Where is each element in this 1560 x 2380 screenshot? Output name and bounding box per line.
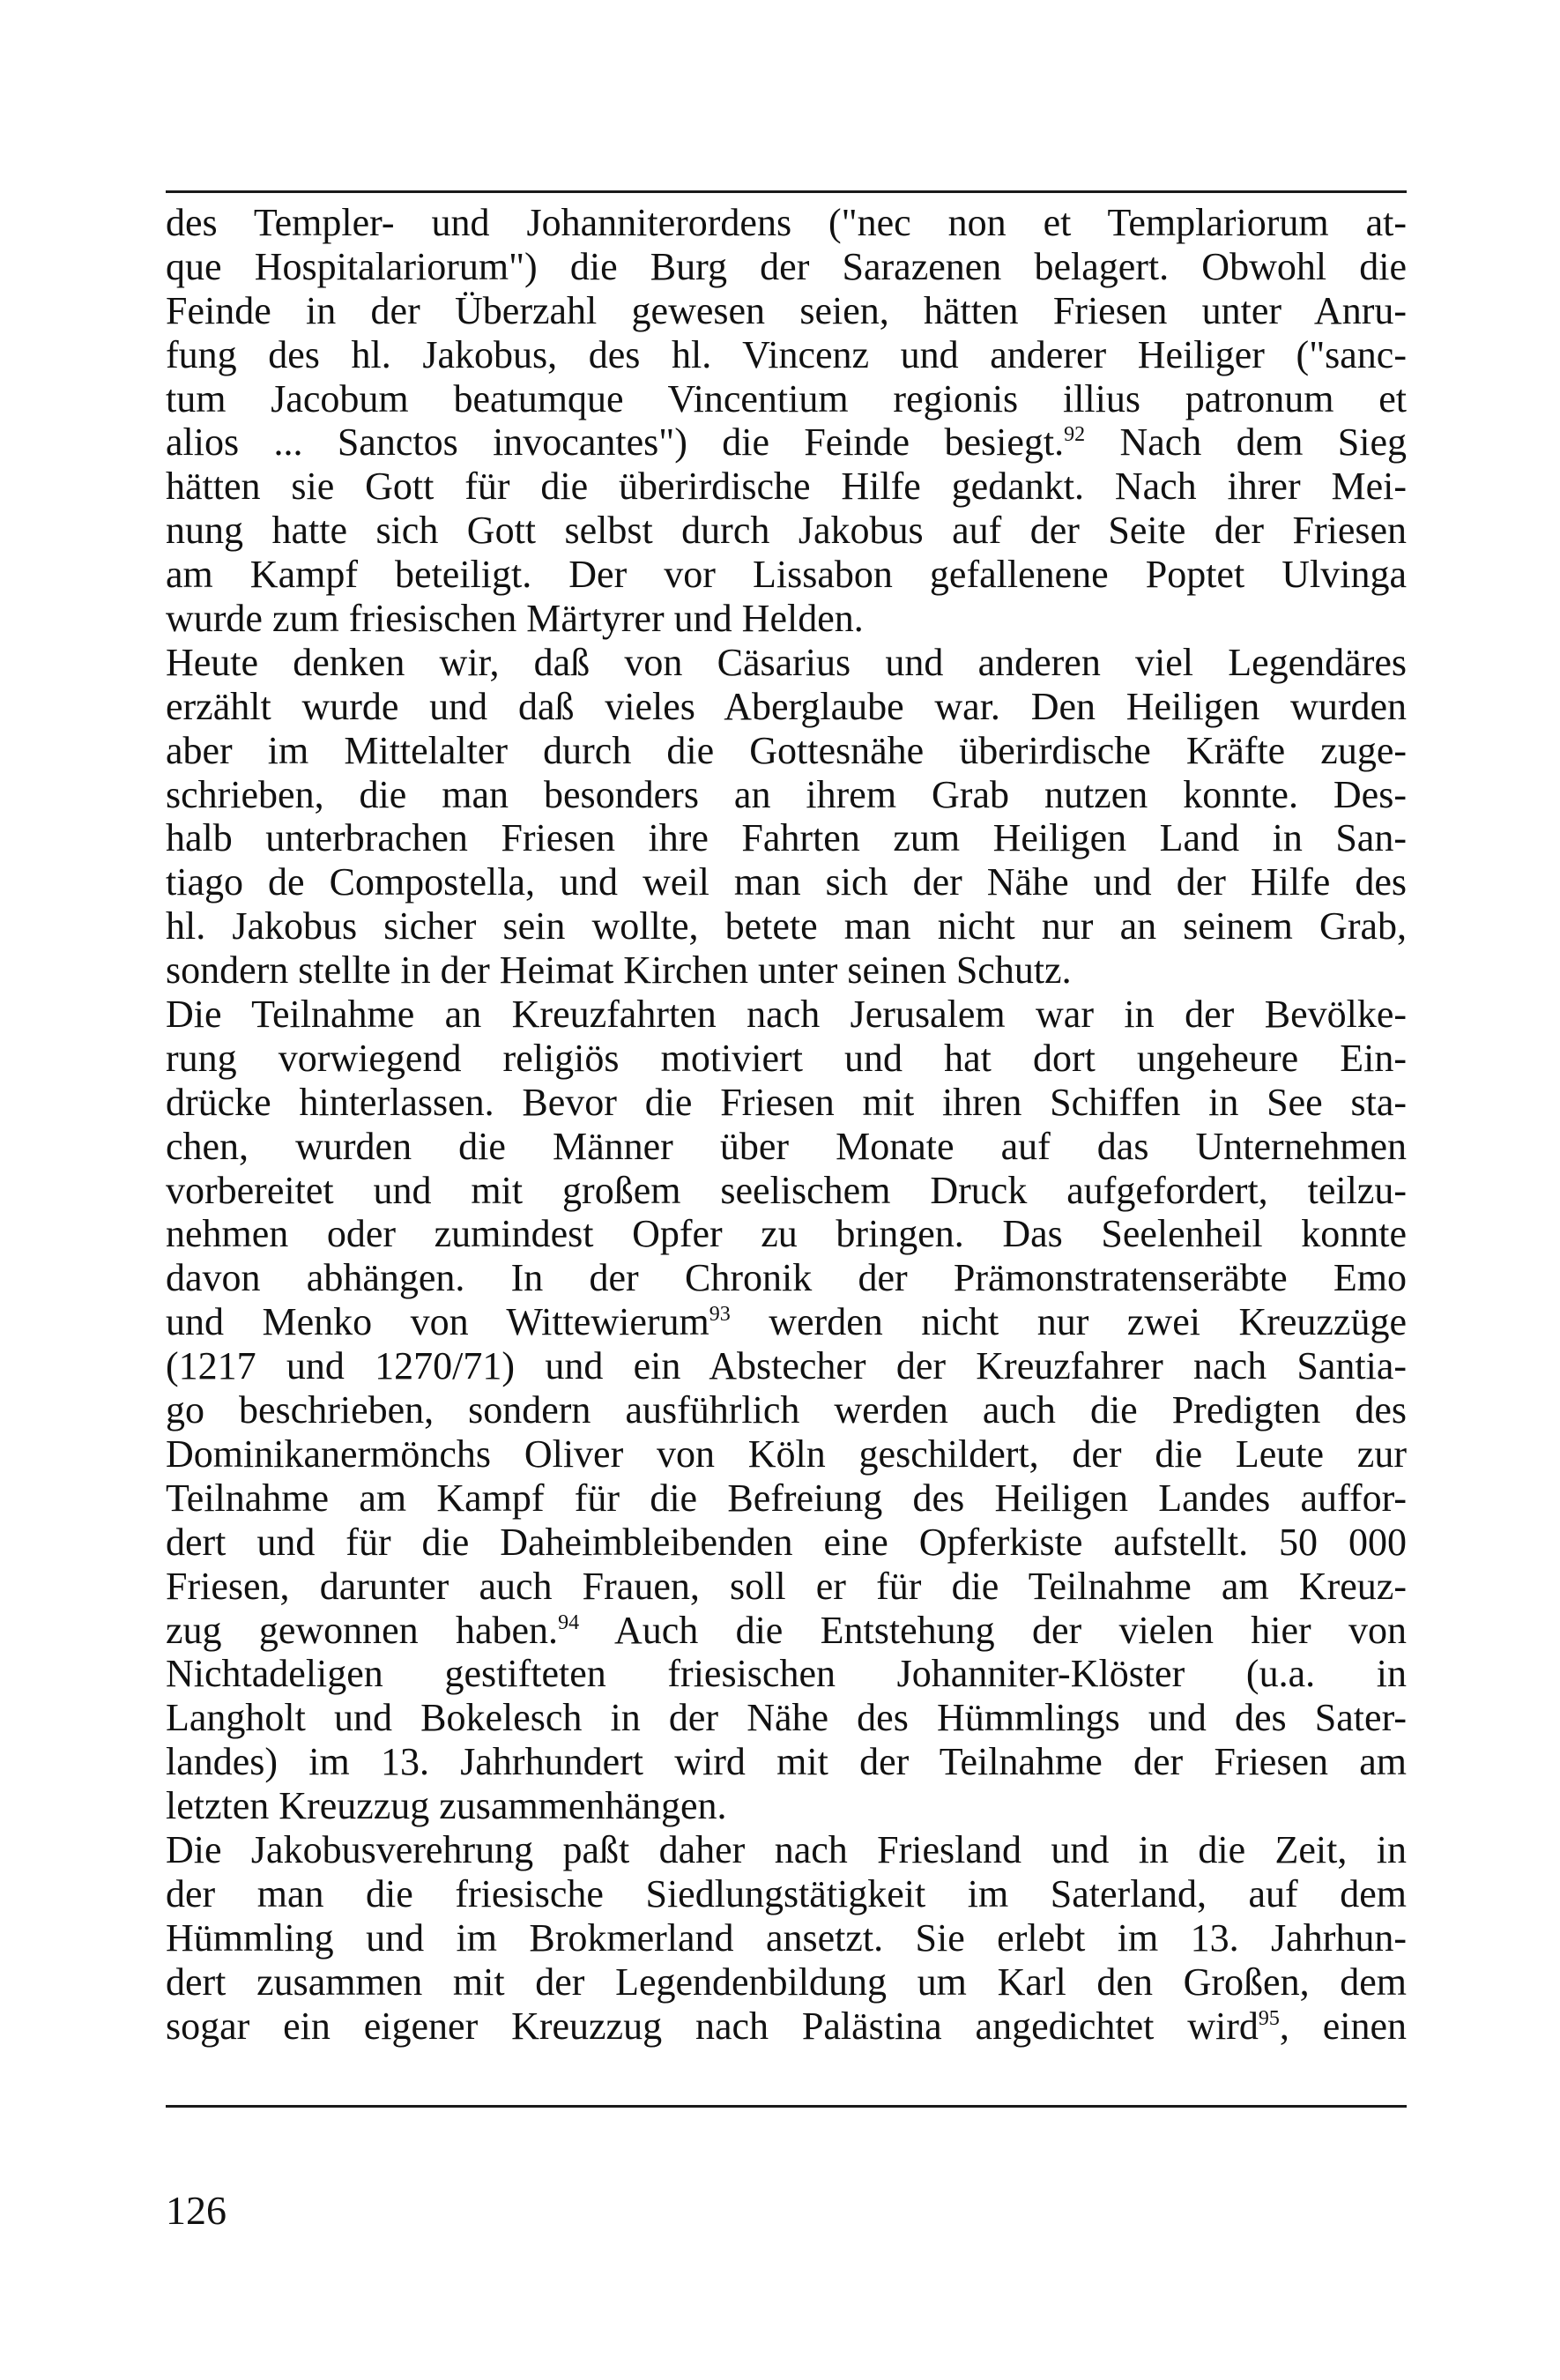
text-segment: wurde zum friesischen Märtyrer und Helden. bbox=[166, 597, 864, 641]
text-line bbox=[166, 1125, 1407, 1169]
text-line bbox=[166, 1300, 1407, 1344]
text-segment: Friesen, darunter auch Frauen, soll er für die Teilnahme am Kreuz- bbox=[166, 1564, 1407, 1608]
text-segment: Nach dem Sieg bbox=[1085, 420, 1408, 465]
text-segment: halb unterbrachen Friesen ihre Fahrten zum Heiligen Land in San- bbox=[166, 816, 1407, 860]
text-segment: Die Teilnahme an Kreuzfahrten nach Jerusalem war in der Bevölke- bbox=[166, 993, 1407, 1037]
text-line bbox=[166, 2004, 1407, 2049]
text-line bbox=[166, 1256, 1407, 1300]
text-line bbox=[166, 904, 1407, 948]
text-line bbox=[166, 993, 1407, 1037]
text-line bbox=[166, 1169, 1407, 1213]
text-line bbox=[166, 729, 1407, 773]
text-line bbox=[166, 1344, 1407, 1388]
text-segment: (1217 und 1270/71) und ein Abstecher der Kreuzfahrer nach Santia- bbox=[166, 1344, 1407, 1388]
text-segment: rung vorwiegend religiös motiviert und hat dort ungeheure Ein- bbox=[166, 1036, 1407, 1080]
text-segment: Hümmling und im Brokmerland ansetzt. Sie erlebt im 13. Jahrhun- bbox=[166, 1915, 1407, 1960]
text-line bbox=[166, 377, 1407, 421]
paragraph bbox=[166, 641, 1407, 993]
text-line bbox=[166, 1828, 1407, 1872]
text-segment: sogar ein eigener Kreuzzug nach Palästina angedichtet wird bbox=[166, 2004, 1259, 2048]
text-line bbox=[166, 289, 1407, 333]
text-segment: Auch die Entstehung der vielen hier von bbox=[579, 1608, 1407, 1652]
text-segment: dert zusammen mit der Legendenbildung um Karl den Großen, dem bbox=[166, 1960, 1407, 2004]
footnote-marker: 94 bbox=[558, 1610, 580, 1634]
text-line bbox=[166, 1212, 1407, 1256]
text-line bbox=[166, 860, 1407, 904]
text-segment: aber im Mittelalter durch die Gottesnähe überirdische Kräfte zuge- bbox=[166, 728, 1407, 772]
text-segment: go beschrieben, sondern ausführlich werden auch die Predigten des bbox=[166, 1388, 1407, 1432]
text-segment: drücke hinterlassen. Bevor die Friesen mit ihren Schiffen in See sta- bbox=[166, 1080, 1407, 1124]
text-line bbox=[166, 420, 1407, 465]
text-segment: que Hospitalariorum") die Burg der Sarazenen belagert. Obwohl die bbox=[166, 244, 1407, 288]
text-segment: Langholt und Bokelesch in der Nähe des Hümmlings und des Sater- bbox=[166, 1696, 1407, 1740]
text-line bbox=[166, 948, 1407, 993]
text-line bbox=[166, 1388, 1407, 1432]
body-text bbox=[166, 201, 1407, 2048]
text-line bbox=[166, 465, 1407, 509]
text-line bbox=[166, 245, 1407, 289]
text-segment: alios ... Sanctos invocantes") die Feinde besiegt. bbox=[166, 420, 1065, 465]
footnote-marker: 93 bbox=[709, 1303, 731, 1327]
text-segment: dert und für die Daheimbleibenden eine Opferkiste aufstellt. 50 000 bbox=[166, 1520, 1407, 1564]
text-line bbox=[166, 685, 1407, 729]
footnote-marker: 95 bbox=[1258, 2006, 1280, 2030]
text-segment: des Templer- und Johanniterordens ("nec non et Templariorum at- bbox=[166, 201, 1407, 244]
text-segment: chen, wurden die Männer über Monate auf das Unternehmen bbox=[166, 1124, 1407, 1168]
text-line bbox=[166, 1609, 1407, 1653]
text-segment: davon abhängen. In der Chronik der Prämonstratenseräbte Emo bbox=[166, 1256, 1407, 1300]
text-segment: Feinde in der Überzahl gewesen seien, hätten Friesen unter Anru- bbox=[166, 288, 1407, 332]
text-line bbox=[166, 816, 1407, 860]
text-segment: fung des hl. Jakobus, des hl. Vincenz und anderer Heiliger ("sanc- bbox=[166, 332, 1407, 376]
text-line bbox=[166, 1872, 1407, 1916]
text-segment: und Menko von Wittewierum bbox=[166, 1300, 709, 1344]
text-segment: , einen bbox=[1279, 2004, 1407, 2048]
text-segment: tiago de Compostella, und weil man sich der Nähe und der Hilfe des bbox=[166, 860, 1407, 904]
text-segment: hätten sie Gott für die überirdische Hilfe gedankt. Nach ihrer Mei- bbox=[166, 465, 1407, 509]
text-line bbox=[166, 1696, 1407, 1740]
text-segment: nehmen oder zumindest Opfer zu bringen. Das Seelenheil konnte bbox=[166, 1212, 1407, 1256]
text-line bbox=[166, 333, 1407, 377]
page-number: 126 bbox=[166, 2188, 227, 2233]
text-line bbox=[166, 1476, 1407, 1521]
footer-rule bbox=[166, 2105, 1407, 2108]
text-segment: Nichtadeligen gestifteten friesischen Johanniter-Klöster (u.a. in bbox=[166, 1652, 1407, 1696]
text-line bbox=[166, 1081, 1407, 1125]
text-segment: zug gewonnen haben. bbox=[166, 1608, 559, 1652]
text-segment: Die Jakobusverehrung paßt daher nach Friesland und in die Zeit, in bbox=[166, 1827, 1407, 1871]
text-line bbox=[166, 1037, 1407, 1081]
paragraph bbox=[166, 993, 1407, 1828]
text-line bbox=[166, 1652, 1407, 1696]
text-segment: tum Jacobum beatumque Vincentium regionis illius patronum et bbox=[166, 376, 1407, 420]
text-line bbox=[166, 1784, 1407, 1828]
text-segment: nung hatte sich Gott selbst durch Jakobus auf der Seite der Friesen bbox=[166, 509, 1407, 553]
text-line bbox=[166, 1916, 1407, 1960]
text-line bbox=[166, 1960, 1407, 2004]
text-segment: der man die friesische Siedlungstätigkeit im Saterland, auf dem bbox=[166, 1871, 1407, 1915]
paragraph bbox=[166, 1828, 1407, 2048]
text-segment: schrieben, die man besonders an ihrem Grab nutzen konnte. Des- bbox=[166, 772, 1407, 816]
text-line bbox=[166, 509, 1407, 553]
text-segment: Teilnahme am Kampf für die Befreiung des Heiligen Landes auffor- bbox=[166, 1476, 1407, 1520]
footnote-marker: 92 bbox=[1064, 423, 1086, 447]
text-segment: werden nicht nur zwei Kreuzzüge bbox=[730, 1300, 1407, 1344]
text-line bbox=[166, 597, 1407, 641]
text-line bbox=[166, 1565, 1407, 1609]
text-line bbox=[166, 1740, 1407, 1784]
text-segment: landes) im 13. Jahrhundert wird mit der Teilnahme der Friesen am bbox=[166, 1740, 1407, 1784]
text-line bbox=[166, 553, 1407, 597]
text-line bbox=[166, 1432, 1407, 1476]
text-segment: hl. Jakobus sicher sein wollte, betete man nicht nur an seinem Grab, bbox=[166, 904, 1407, 948]
text-line bbox=[166, 773, 1407, 817]
text-segment: letzten Kreuzzug zusammenhängen. bbox=[166, 1784, 727, 1828]
text-line bbox=[166, 201, 1407, 245]
paragraph bbox=[166, 201, 1407, 641]
text-segment: Dominikanermönchs Oliver von Köln geschildert, der die Leute zur bbox=[166, 1432, 1407, 1476]
text-line bbox=[166, 1521, 1407, 1565]
text-segment: erzählt wurde und daß vieles Aberglaube war. Den Heiligen wurden bbox=[166, 684, 1407, 728]
text-line bbox=[166, 641, 1407, 685]
text-segment: sondern stellte in der Heimat Kirchen unter seinen Schutz. bbox=[166, 948, 1072, 993]
text-segment: vorbereitet und mit großem seelischem Druck aufgefordert, teilzu- bbox=[166, 1168, 1407, 1212]
text-segment: am Kampf beteiligt. Der vor Lissabon gefallenene Poptet Ulvinga bbox=[166, 553, 1407, 597]
header-rule bbox=[166, 190, 1407, 193]
text-segment: Heute denken wir, daß von Cäsarius und anderen viel Legendäres bbox=[166, 640, 1407, 684]
